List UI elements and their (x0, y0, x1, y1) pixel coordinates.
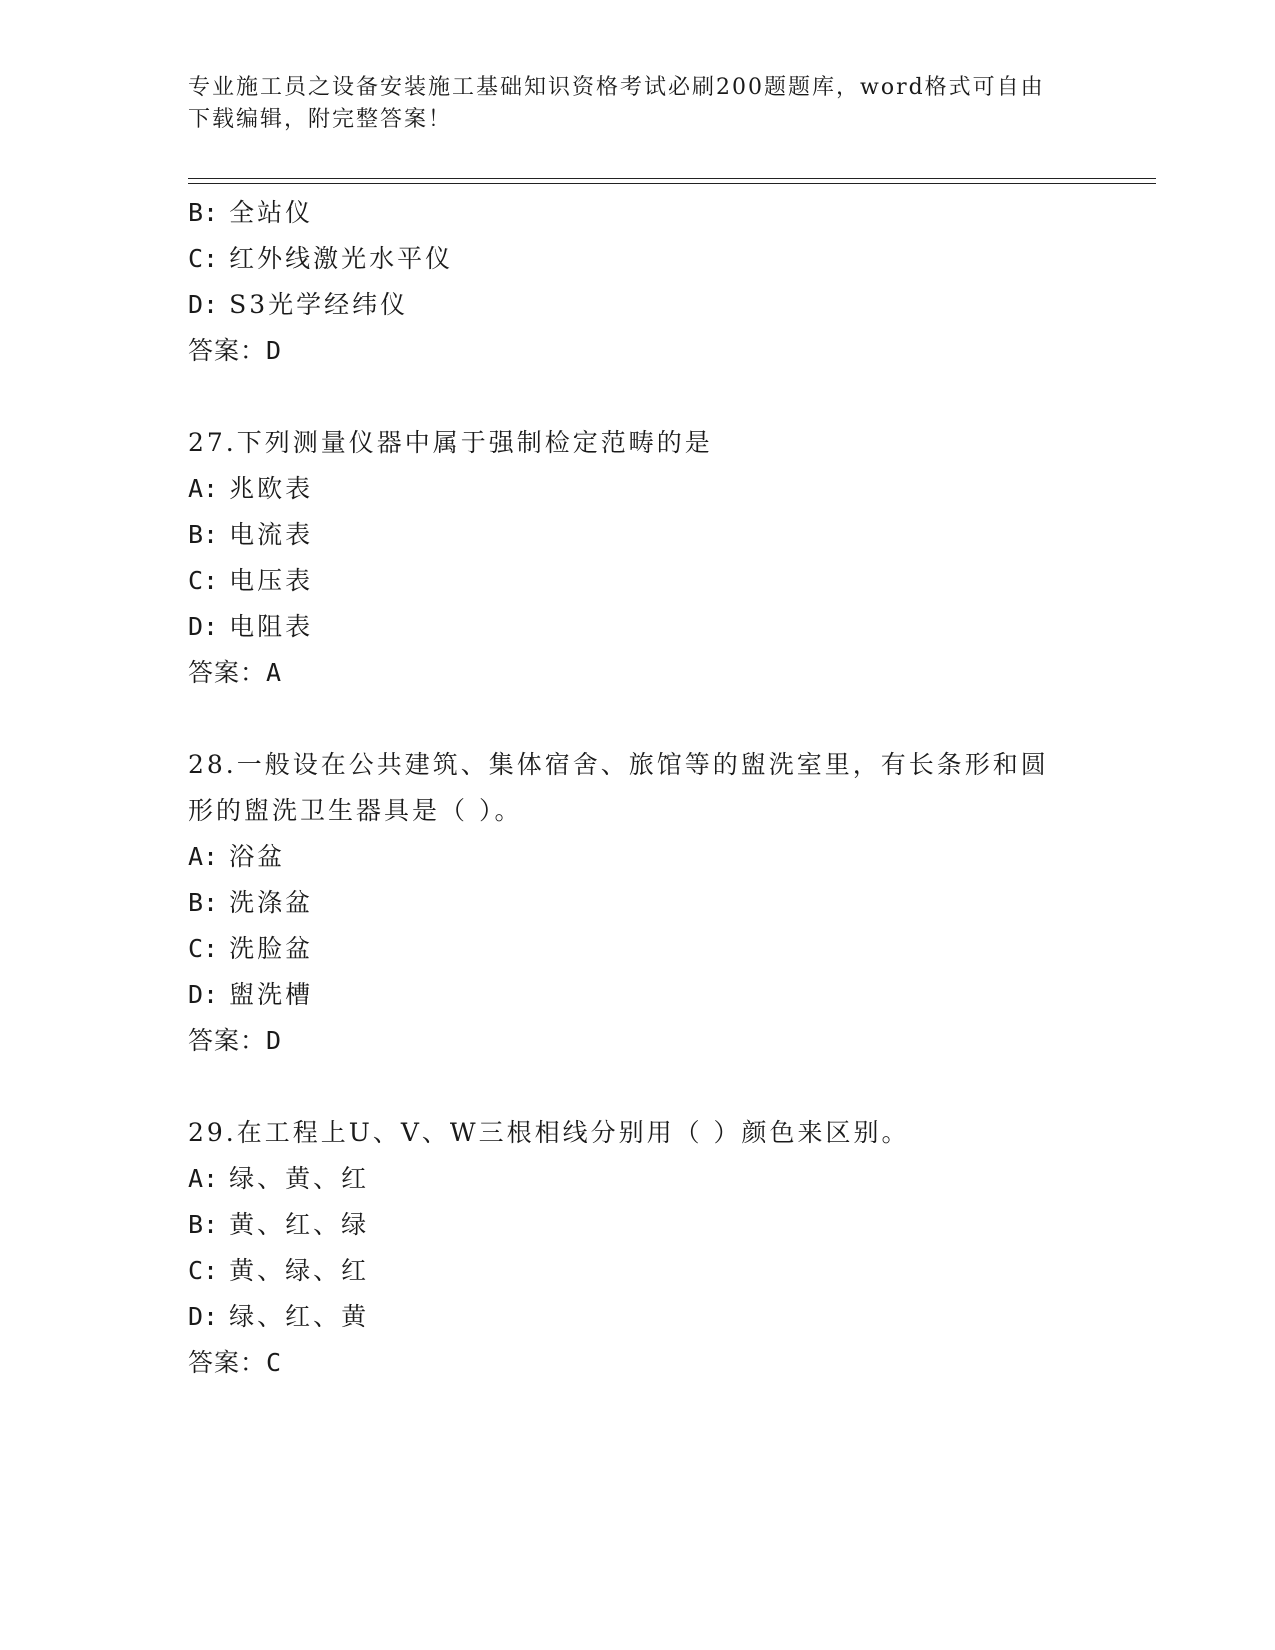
spacer (188, 1064, 1088, 1110)
answer: 答案：A (188, 658, 283, 687)
option-b: B: 电流表 (188, 520, 314, 549)
question-29 (188, 1110, 1088, 1386)
option-a: A: 浴盆 (188, 842, 286, 871)
question-stem: 29.在工程上U、V、W三根相线分别用（ ）颜色来区别。 (188, 1118, 910, 1147)
header-line-1: 专业施工员之设备安装施工基础知识资格考试必刷200题题库，word格式可自由 (188, 75, 1045, 100)
option-b: B: 全站仪 (188, 198, 314, 227)
option-a: A: 兆欧表 (188, 474, 314, 503)
question-stem-line-1: 28.一般设在公共建筑、集体宿舍、旅馆等的盥洗室里，有长条形和圆 (188, 750, 1049, 779)
spacer (188, 696, 1088, 742)
question-list (188, 190, 1088, 1386)
option-c: C: 黄、绿、红 (188, 1256, 370, 1285)
option-a: A: 绿、黄、红 (188, 1164, 370, 1193)
question-26-continued (188, 190, 1088, 374)
header-divider-top (188, 178, 1156, 179)
header-line-2: 下载编辑，附完整答案！ (188, 107, 453, 132)
question-28 (188, 742, 1088, 1064)
spacer (188, 374, 1088, 420)
question-stem-line-2: 形的盥洗卫生器具是（ ）。 (188, 796, 523, 825)
option-d: D: 盥洗槽 (188, 980, 314, 1009)
option-d: D: S3光学经纬仪 (188, 290, 409, 319)
option-c: C: 红外线激光水平仪 (188, 244, 454, 273)
answer: 答案：D (188, 1026, 283, 1055)
document-header (188, 72, 1088, 136)
option-c: C: 洗脸盆 (188, 934, 314, 963)
question-stem: 27.下列测量仪器中属于强制检定范畴的是 (188, 428, 713, 457)
option-d: D: 电阻表 (188, 612, 314, 641)
header-divider-bottom (188, 183, 1156, 184)
answer: 答案：C (188, 1348, 283, 1377)
question-27 (188, 420, 1088, 696)
option-d: D: 绿、红、黄 (188, 1302, 370, 1331)
option-c: C: 电压表 (188, 566, 314, 595)
option-b: B: 黄、红、绿 (188, 1210, 370, 1239)
option-b: B: 洗涤盆 (188, 888, 314, 917)
answer: 答案：D (188, 336, 283, 365)
